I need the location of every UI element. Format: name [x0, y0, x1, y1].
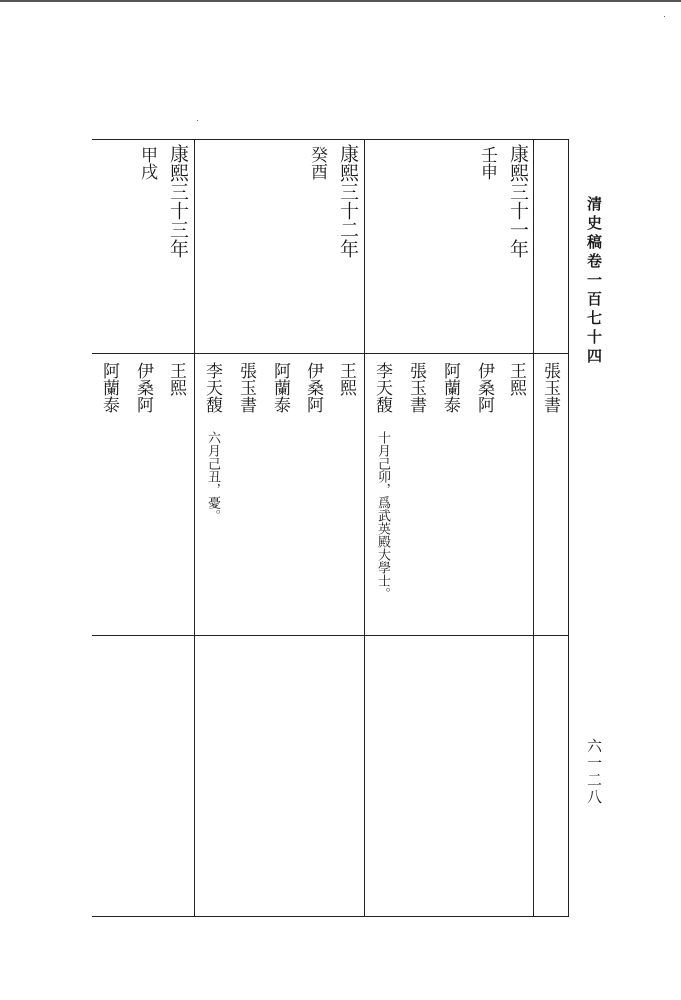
- table-column-divider: [533, 139, 534, 917]
- table-column-divider: [364, 139, 365, 917]
- cyclical-label: 癸酉: [307, 146, 327, 180]
- running-head: 清史稿卷一百七十四: [585, 196, 603, 367]
- official-name: 王熙: [336, 362, 356, 396]
- table-right-rule: [568, 139, 569, 917]
- official-name: 張玉書: [236, 362, 256, 413]
- page-number: 六一二八: [585, 738, 603, 806]
- year-label: 康熙三十一年: [507, 144, 529, 258]
- table-section-rule: [92, 353, 569, 354]
- table-column-divider: [194, 139, 195, 917]
- table-bottom-rule: [92, 916, 569, 917]
- official-name: 王熙: [166, 362, 186, 396]
- scan-speck: [197, 120, 198, 121]
- official-name: 張玉書: [540, 362, 560, 413]
- cyclical-label: 壬申: [477, 146, 497, 180]
- year-label: 康熙三十二年: [337, 144, 359, 258]
- official-name: 伊桑阿: [133, 362, 153, 413]
- appointment-note: 六月己丑，憂。: [205, 431, 220, 522]
- appointment-note: 十月己卯，爲武英殿大學士。: [375, 431, 390, 600]
- official-name: 李天馥: [372, 362, 392, 413]
- official-name: 阿蘭泰: [270, 362, 290, 413]
- scan-speck: [664, 16, 665, 17]
- table-section-rule: [92, 635, 569, 636]
- year-label: 康熙三十三年: [167, 144, 189, 258]
- official-name: 阿蘭泰: [440, 362, 460, 413]
- cyclical-label: 甲戌: [137, 146, 157, 180]
- table-top-rule: [92, 139, 569, 140]
- official-name: 伊桑阿: [303, 362, 323, 413]
- official-name: 阿蘭泰: [99, 362, 119, 413]
- top-border: [0, 0, 681, 2]
- official-name: 伊桑阿: [474, 362, 494, 413]
- official-name: 張玉書: [406, 362, 426, 413]
- official-name: 李天馥: [202, 362, 222, 413]
- official-name: 王熙: [506, 362, 526, 396]
